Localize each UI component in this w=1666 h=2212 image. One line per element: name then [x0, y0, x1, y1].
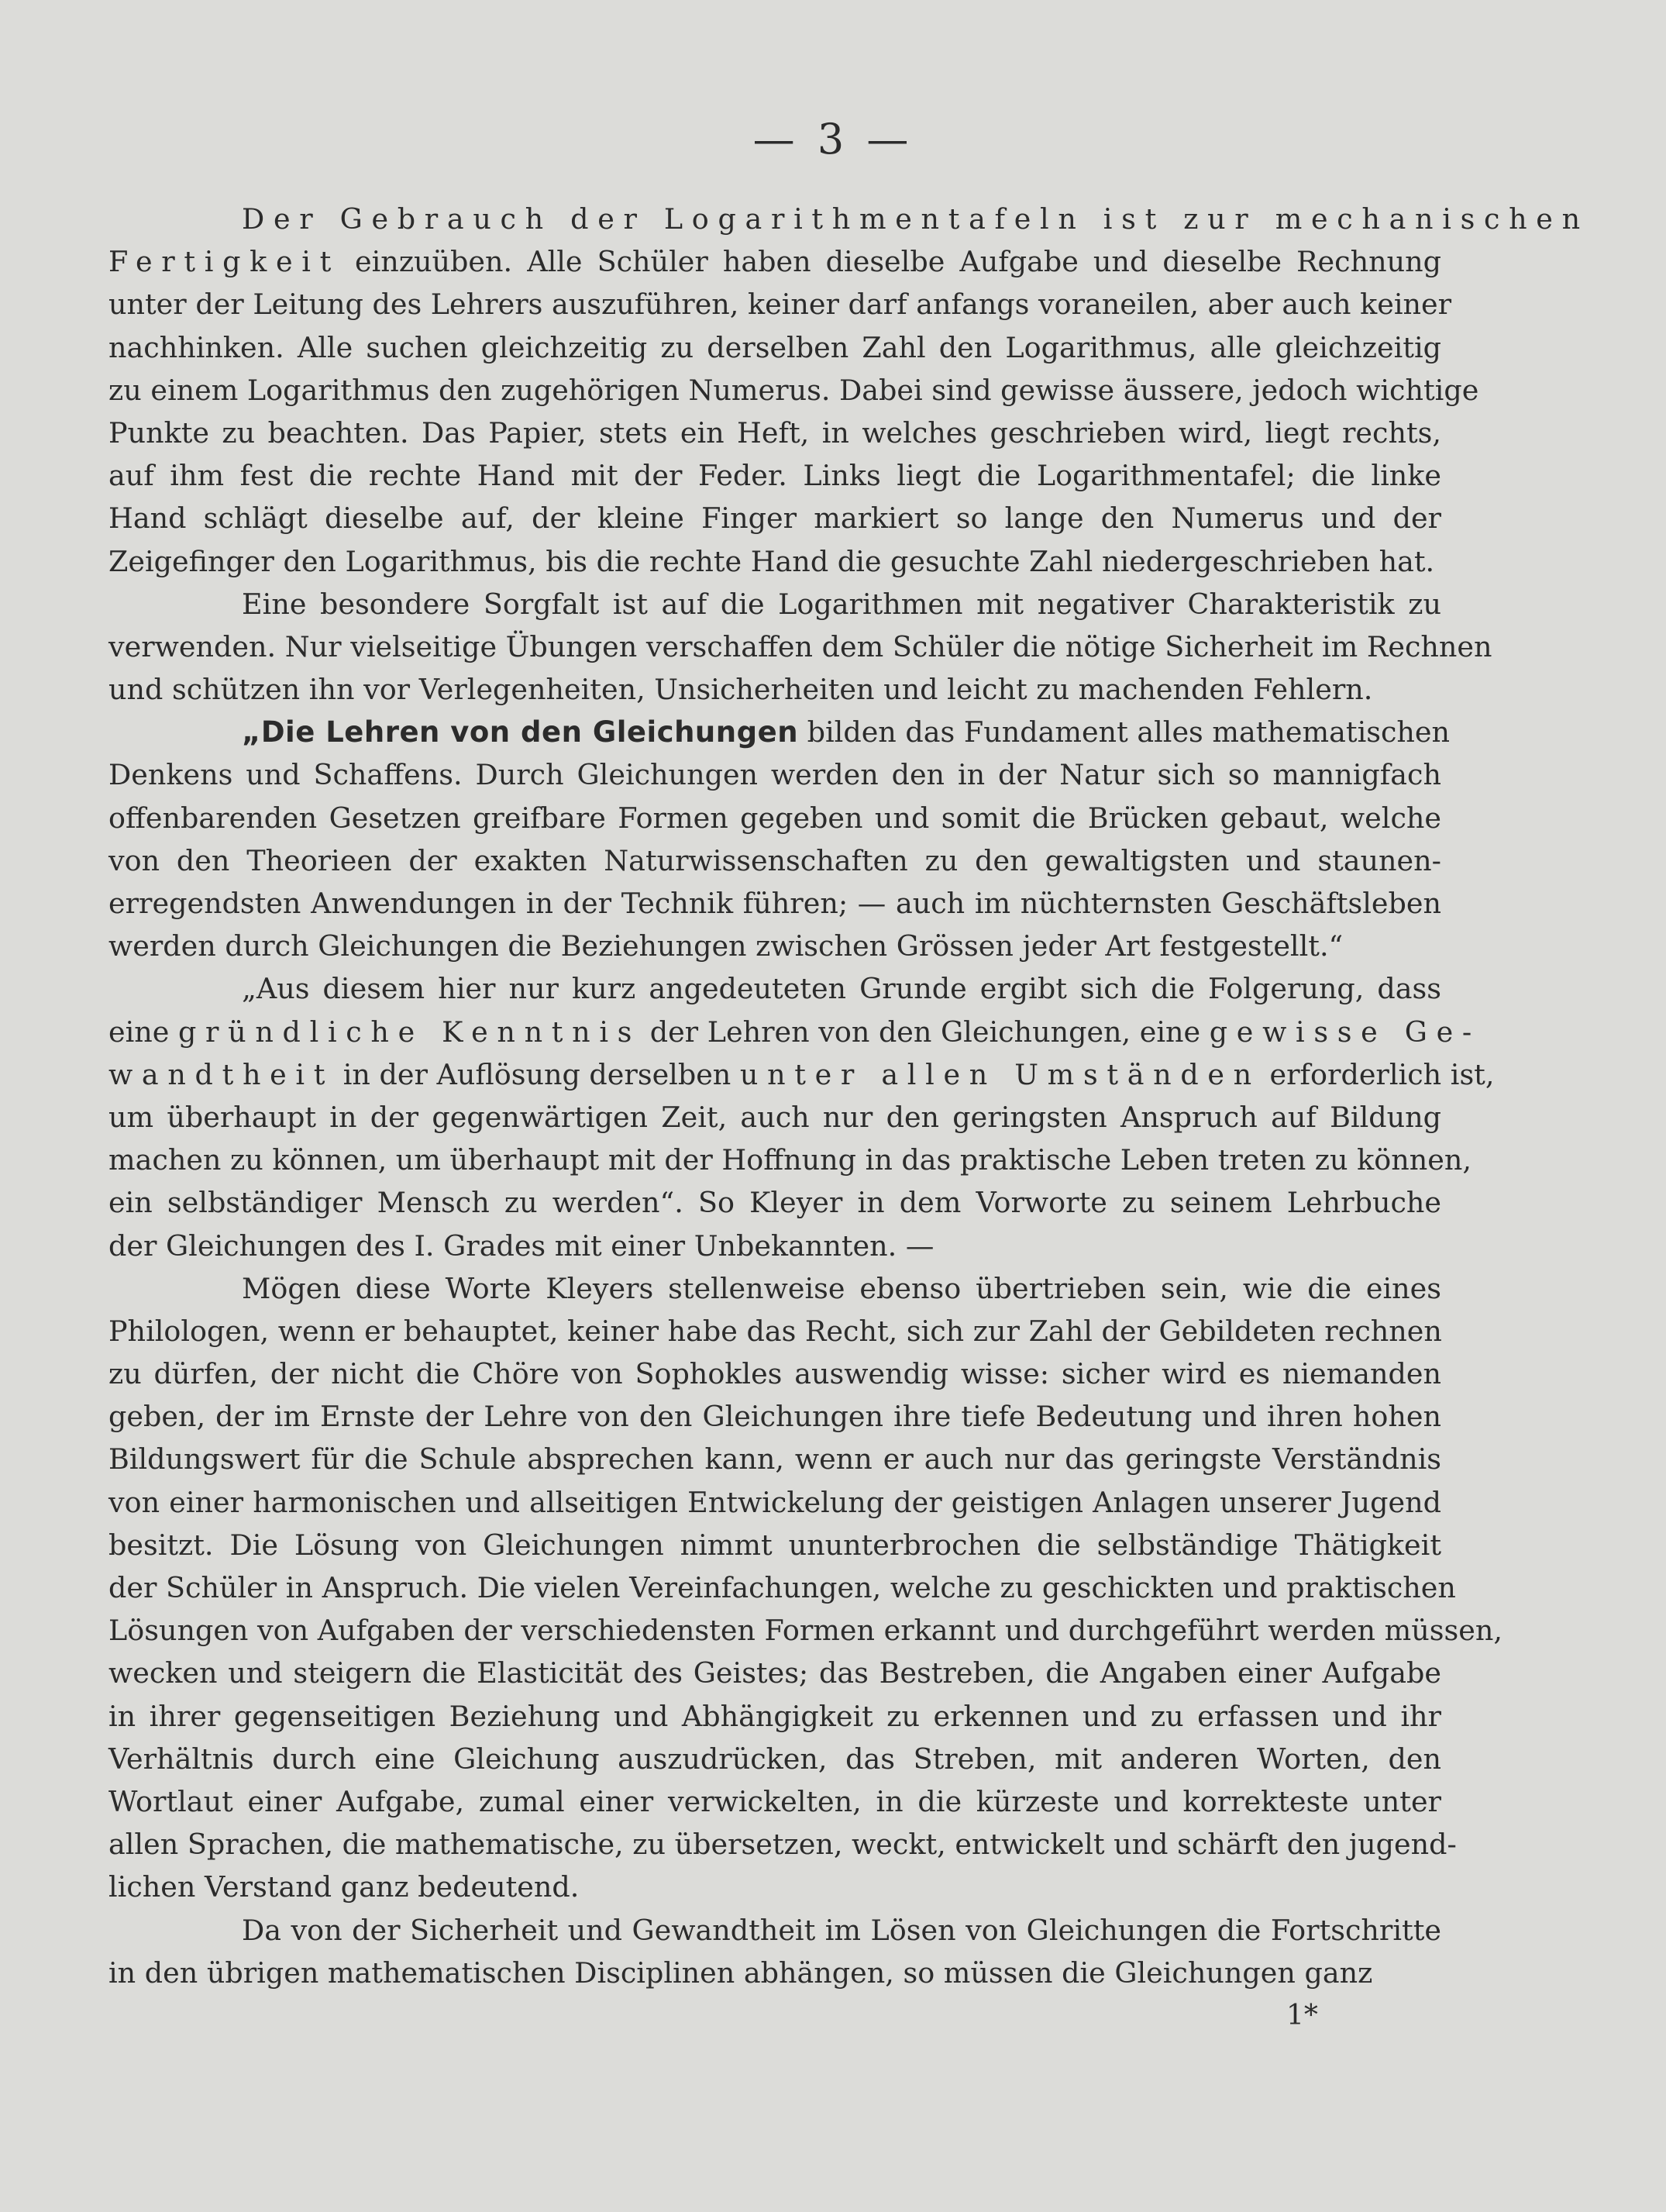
- text-run: „Aus diesem hier nur kurz angedeuteten Grunde ergibt sich die Folgerung, dass: [242, 972, 1441, 1006]
- text-line: [108, 753, 1441, 796]
- text-line: [108, 1823, 1457, 1866]
- text-run: machen zu können, um überhaupt mit der Hoffnung in das praktische Leben treten zu können,: [108, 1143, 1472, 1177]
- text-line: [108, 625, 1492, 668]
- text-run: Da von der Sicherheit und Gewandtheit im Lösen von Gleichungen die Fortschritte: [242, 1913, 1441, 1947]
- text-run: werden durch Gleichungen die Beziehungen zwischen Grössen jeder Art festgestellt.“: [108, 929, 1344, 963]
- text-run: eine: [108, 1015, 178, 1049]
- text-run: verwenden. Nur vielseitige Übungen verschaffen dem Schüler die nötige Sicherheit im Rechnen: [108, 629, 1492, 663]
- paragraph: [108, 1267, 1502, 1909]
- text-run: bilden das Fundament alles mathematischen: [798, 715, 1451, 749]
- text-run: Mögen diese Worte Kleyers stellenweise ebenso übertrieben sein, wie die eines: [242, 1271, 1441, 1305]
- text-line: [108, 1181, 1441, 1224]
- text-run: Eine besondere Sorgfalt ist auf die Logarithmen mit negativer Charakteristik zu: [242, 587, 1441, 621]
- text-run: zu einem Logarithmus den zugehörigen Numerus. Dabei sind gewisse äussere, jedoch wichtige: [108, 373, 1479, 407]
- text-line: [108, 1952, 1441, 1994]
- text-run: von einer harmonischen und allseitigen Entwickelung der geistigen Anlagen unserer Jugend: [108, 1485, 1441, 1519]
- text-run: geben, der im Ernste der Lehre von den Gleichungen ihre tiefe Bedeutung und ihren hohen: [108, 1400, 1441, 1434]
- text-line: [108, 583, 1441, 625]
- text-run: in der Auflösung derselben: [334, 1057, 740, 1091]
- text-run: Denkens und Schaffens. Durch Gleichungen werden den in der Natur sich so mannigfach: [108, 758, 1441, 792]
- text-run: Hand schlägt dieselbe auf, der kleine Finger markiert so lange den Numerus und der: [108, 501, 1441, 536]
- text-run: besitzt. Die Lösung von Gleichungen nimmt ununterbrochen die selbständige Thätigkeit: [108, 1528, 1441, 1562]
- emphasis-spaced: gründliche Kenntnis: [178, 1015, 642, 1049]
- emphasis-spaced: unter allen Umständen: [739, 1057, 1261, 1091]
- text-line: [108, 1524, 1441, 1566]
- text-run: wecken und steigern die Elasticität des Geistes; das Bestreben, die Angaben einer Aufgabe: [108, 1656, 1441, 1690]
- text-line: [108, 1395, 1441, 1438]
- text-line: [108, 497, 1441, 539]
- text-line: [108, 1652, 1441, 1694]
- text-line: [108, 412, 1441, 454]
- text-run: Bildungswert für die Schule absprechen kann, wenn er auch nur das geringste Verständnis: [108, 1442, 1441, 1476]
- text-line: [108, 240, 1441, 283]
- emphasis-spaced: Der Gebrauch der Logarithmentafeln ist zur mechanischen: [242, 202, 1589, 236]
- text-line: [108, 1225, 1441, 1267]
- emphasis-spaced: wandtheit: [108, 1057, 335, 1091]
- emphasis-bold: „Die Lehren von den Gleichungen: [242, 715, 799, 749]
- text-line: [108, 711, 1451, 753]
- text-run: auf ihm fest die rechte Hand mit der Feder. Links liegt die Logarithmentafel; die linke: [108, 459, 1441, 493]
- emphasis-spaced: gewisse Ge-: [1209, 1015, 1481, 1049]
- text-run: Philologen, wenn er behauptet, keiner habe das Recht, sich zur Zahl der Gebildeten rechnen: [108, 1314, 1442, 1348]
- text-line: [108, 1438, 1441, 1480]
- text-line: [108, 1780, 1441, 1823]
- text-line: [108, 198, 1589, 240]
- text-line: [108, 1096, 1441, 1139]
- text-line: [108, 1738, 1441, 1780]
- text-run: Verhältnis durch eine Gleichung auszudrücken, das Streben, mit anderen Worten, den: [108, 1742, 1441, 1776]
- text-line: [108, 797, 1441, 839]
- text-line: [108, 1267, 1441, 1310]
- text-run: zu dürfen, der nicht die Chöre von Sophokles auswendig wisse: sicher wird es niemanden: [108, 1357, 1441, 1391]
- text-line: [108, 1609, 1502, 1652]
- paragraph: [108, 583, 1492, 711]
- text-line: [108, 369, 1479, 412]
- text-line: [108, 1866, 1441, 1908]
- text-run: von den Theorieen der exakten Naturwissenschaften zu den gewaltigsten und staunen-: [108, 843, 1441, 877]
- text-run: und schützen ihn vor Verlegenheiten, Unsicherheiten und leicht zu machenden Fehlern.: [108, 673, 1373, 707]
- text-run: einzuüben. Alle Schüler haben dieselbe Aufgabe und dieselbe Rechnung: [339, 245, 1441, 279]
- text-line: [108, 882, 1441, 925]
- text-run: Punkte zu beachten. Das Papier, stets ein Heft, in welches geschrieben wird, liegt rechts,: [108, 415, 1441, 450]
- text-run: ein selbständiger Mensch zu werden“. So Kleyer in dem Vorworte zu seinem Lehrbuche: [108, 1186, 1441, 1220]
- emphasis-spaced: Fertigkeit: [108, 245, 340, 279]
- text-line: [108, 326, 1441, 369]
- text-run: Zeigefinger den Logarithmus, bis die rechte Hand die gesuchte Zahl niedergeschrieben hat.: [108, 544, 1435, 578]
- text-run: allen Sprachen, die mathematische, zu übersetzen, weckt, entwickelt und schärft den jugend-: [108, 1828, 1457, 1862]
- text-line: [108, 283, 1452, 326]
- page-number: — 3 —: [752, 115, 914, 164]
- paragraph: [108, 967, 1495, 1266]
- text-line: [108, 925, 1441, 967]
- text-run: der Gleichungen des I. Grades mit einer Unbekannten. —: [108, 1228, 935, 1263]
- text-line: [108, 540, 1441, 583]
- text-run: unter der Leitung des Lehrers auszuführen, keiner darf anfangs voraneilen, aber auch keiner: [108, 288, 1452, 322]
- sheet-signature: 1*: [1286, 2000, 1318, 2031]
- text-run: nachhinken. Alle suchen gleichzeitig zu derselben Zahl den Logarithmus, alle gleichzeitig: [108, 330, 1441, 364]
- text-run: offenbarenden Gesetzen greifbare Formen gegeben und somit die Brücken gebaut, welche: [108, 801, 1441, 835]
- paragraph: [108, 1909, 1441, 1994]
- paragraph: [108, 711, 1451, 967]
- text-run: der Lehren von den Gleichungen, eine: [641, 1015, 1210, 1049]
- text-line: [108, 1695, 1441, 1738]
- text-line: [108, 1011, 1481, 1053]
- text-line: [108, 1909, 1441, 1952]
- text-line: [108, 1481, 1441, 1524]
- text-line: [108, 1053, 1495, 1096]
- text-line: [108, 967, 1441, 1010]
- text-run: lichen Verstand ganz bedeutend.: [108, 1870, 580, 1904]
- text-line: [108, 1566, 1456, 1609]
- text-run: in ihrer gegenseitigen Beziehung und Abhängigkeit zu erkennen und zu erfassen und ihr: [108, 1699, 1441, 1733]
- text-line: [108, 668, 1441, 711]
- text-line: [108, 839, 1441, 882]
- text-line: [108, 1310, 1441, 1352]
- text-run: in den übrigen mathematischen Disciplinen abhängen, so müssen die Gleichungen ganz: [108, 1955, 1373, 1990]
- text-run: Wortlaut einer Aufgabe, zumal einer verwickelten, in die kürzeste und korrekteste unter: [108, 1784, 1441, 1818]
- paragraph: [108, 198, 1589, 583]
- text-line: [108, 1139, 1472, 1181]
- text-run: Lösungen von Aufgaben der verschiedensten Formen erkannt und durchgeführt werden müssen,: [108, 1614, 1502, 1648]
- text-run: um überhaupt in der gegenwärtigen Zeit, auch nur den geringsten Anspruch auf Bildung: [108, 1100, 1441, 1134]
- text-line: [108, 454, 1441, 497]
- text-run: der Schüler in Anspruch. Die vielen Vereinfachungen, welche zu geschickten und praktischen: [108, 1571, 1456, 1604]
- text-run: erforderlich ist,: [1260, 1057, 1495, 1091]
- text-run: erregendsten Anwendungen in der Technik führen; — auch im nüchternsten Geschäftsleben: [108, 887, 1441, 920]
- text-line: [108, 1352, 1441, 1395]
- body-text: [108, 198, 1589, 1994]
